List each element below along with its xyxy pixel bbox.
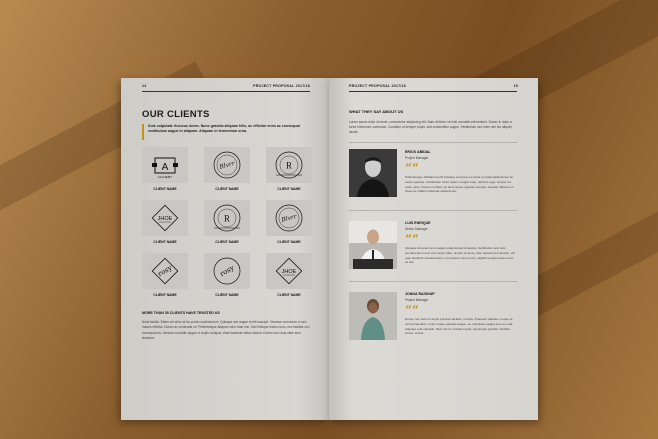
client-name: CLIENT NAME — [215, 293, 239, 297]
client-logo-icon — [150, 256, 180, 286]
client-logo-icon — [274, 203, 304, 233]
client-name: CLIENT NAME — [277, 293, 301, 297]
svg-text:Blvrr: Blvrr — [218, 160, 236, 171]
client-name: CLIENT NAME — [277, 240, 301, 244]
testimonial-name: JONNA RAISHAP — [405, 292, 435, 296]
testimonials-intro: Lorem ipsum dolor sit amet, consectetur adipiscing elit. Nam at libero vel nisl convallis elementum. Donec in dolor a tortor bibendum commodo. Curabitur ut semper turpis, sed consectetur augue. Vestibulum nec enim nec leo aliquet iaculis. — [349, 120, 512, 134]
client-logo-tile — [266, 253, 312, 289]
client-name: CLIENT NAME — [153, 293, 177, 297]
client-logo-icon — [212, 256, 242, 286]
svg-text:JHOE: JHOE — [157, 216, 173, 222]
client-name: CLIENT NAME — [153, 240, 177, 244]
page-number: 14 — [142, 84, 147, 88]
client-name: CLIENT NAME — [215, 240, 239, 244]
testimonial-text: Quisque sit amet est et sapien ullamcorper pharetra. Vestibulum erat wisi, condimentum sed, commodo vitae, ornare sit amet, wisi. Aenean fermentum, elit eget tincidunt condimentum, eros ipsum rutrum orci, sagittis tempus lacus enim ac dui. — [405, 246, 515, 265]
quote-mark-icon: ““ — [405, 161, 419, 175]
client-logo-tile — [204, 200, 250, 236]
left-page — [121, 78, 329, 420]
testimonial-role: Senior Manager — [405, 227, 428, 231]
divider — [349, 281, 517, 282]
client-logo-tile — [266, 147, 312, 183]
testimonial-photo — [349, 149, 397, 197]
testimonial-photo — [349, 221, 397, 269]
testimonial-text: Donec non enim in turpis pulvinar facilisis. Ut felis. Praesent dapibus, neque id cursus faucibus, tortor neque egestas augue, eu vulputate magna eros eu erat. Aliquam erat volutpat. Nam dui mi, tincidunt quis, accumsan porttitor, facilisis luctus, metus. — [405, 317, 514, 336]
testimonial-photo — [349, 292, 397, 340]
client-logo-icon — [212, 203, 242, 233]
portrait-image — [349, 149, 397, 197]
page-number: 15 — [513, 84, 518, 88]
right-page — [329, 78, 538, 420]
svg-text:R: R — [223, 213, 231, 224]
client-name: CLIENT NAME — [215, 187, 239, 191]
client-logo-tile — [266, 200, 312, 236]
header-rule — [142, 91, 310, 92]
client-logo-icon — [150, 150, 180, 180]
testimonial-name: LUIS ENRIQUE — [405, 221, 431, 225]
testimonials-heading: WHAT THEY SAY ABOUT US — [349, 109, 404, 114]
quote-mark-icon: ““ — [405, 232, 419, 246]
quote-mark-icon: ““ — [405, 303, 419, 317]
svg-text:ALCHEMY: ALCHEMY — [157, 175, 173, 179]
page-header: PROJECT PROPOSAL 2017/18 — [253, 84, 310, 88]
svg-text:rosy: rosy — [156, 263, 174, 279]
client-logo-icon — [274, 150, 304, 180]
client-logo-icon — [150, 203, 180, 233]
client-logo-tile — [204, 253, 250, 289]
client-name: CLIENT NAME — [277, 187, 301, 191]
trusted-text: Nulla facilisi. Etiam vel dolor at leo porta condimentum. Quisque sed augue et elit suscipit. Vivamus commodo ut sed mauris efficitur. Donec ac venenatis mi. Pellentesque aliquam odio vitae nisi. Sed tristique lectus nunc, nec facilisis orci consequat eu. Aenean convallis augue ut turpis volutpat, vitae faucibus metus lacinia. Donec nec risus vitae sem tincidunt. — [142, 320, 310, 340]
divider — [349, 210, 517, 211]
intro-text: Duis vulputate rhoncus lorem. Nunc gravida aliquam felis, ac efficitur enim ac consequat vestibulum augue in aliquam. Aliquam in fermentum urna. — [148, 124, 300, 133]
portrait-image — [349, 221, 397, 269]
svg-text:A: A — [161, 162, 169, 173]
trusted-heading: MORE THAN 35 CLIENTS HAVE TRUSTED US — [142, 311, 220, 315]
testimonial-role: Project Manager — [405, 298, 429, 302]
svg-text:rosy: rosy — [218, 263, 236, 279]
svg-text:Blvrr: Blvrr — [280, 213, 298, 224]
divider — [349, 142, 517, 143]
accent-bar — [142, 124, 144, 140]
testimonial-text: Pellentesque habitant morbi tristique senectus et netus et malesuada fames ac turpis egestas. Vestibulum tortor quam, feugiat vitae, ultricies eget, tempor sit amet, ante. Donec eu libero sit amet quam egestas semper. Aenean ultricies mi vitae est. Mauris placerat eleifend leo. — [405, 175, 514, 194]
svg-text:R: R — [285, 160, 293, 171]
client-logo-tile — [204, 147, 250, 183]
client-logo-tile — [142, 147, 188, 183]
client-logo-tile — [142, 253, 188, 289]
client-name: CLIENT NAME — [153, 187, 177, 191]
page-title: OUR CLIENTS — [142, 109, 210, 120]
page-header: PROJECT PROPOSAL 2017/18 — [349, 84, 406, 88]
client-logo-icon — [274, 256, 304, 286]
client-logo-tile — [142, 200, 188, 236]
testimonial-role: Project Manager — [405, 156, 429, 160]
portrait-image — [349, 292, 397, 340]
svg-text:JHOE: JHOE — [281, 269, 297, 275]
client-logo-icon — [212, 150, 242, 180]
testimonial-name: ERICK ABIDAL — [405, 150, 431, 154]
header-rule — [349, 91, 517, 92]
